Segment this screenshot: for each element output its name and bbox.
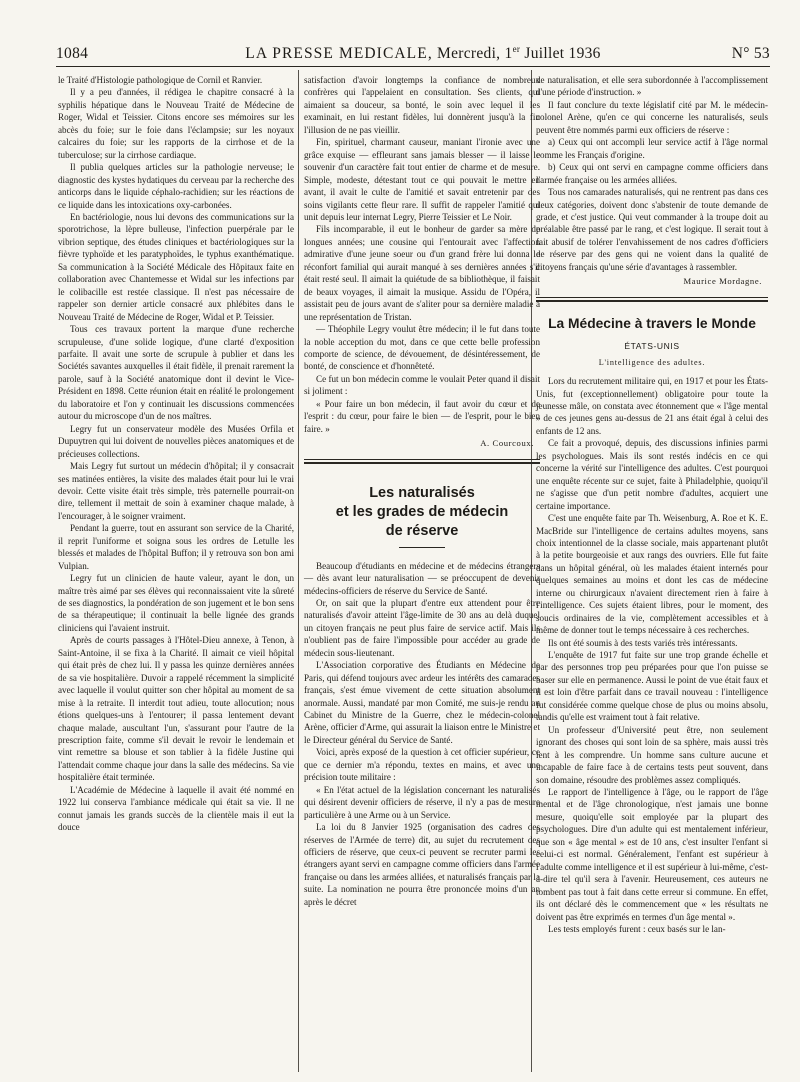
paragraph: de naturalisation, et elle sera subordonnée à l'accomplissement d'une période d'instruction. » (536, 75, 768, 98)
paragraph: Il publia quelques articles sur la pathologie nerveuse; le diagnostic des kystes hydatiques du cerveau par la recherche des anticorps dans le liquide céphalo-rachidien; sur les réactions de ce liquide dans les intoxications oxy-carbonées. (58, 162, 294, 210)
issue-date: Mercredi, 1er Juillet 1936 (436, 44, 601, 63)
column-3 (536, 74, 768, 935)
list-item: a) Ceux qui ont accompli leur service actif à l'âge normal comme les Français d'origine. (536, 137, 768, 160)
paragraph: Tous ces travaux portent la marque d'une recherche scrupuleuse, d'une solide logique, d'une clarté d'exposition parfaite. Il avait une sorte de scrupule à publier et dans les Sociétés savantes auxquelles il était fidèle, il prenait rarement la parole, sauf à la Société anatomique dont il devint le Vice-Président en 1898. Cette réunion était en réalité le prolongement du laboratoire et l'on y continuait les discussions commencées autour du microscope d'un de nos maîtres. (58, 324, 294, 422)
paragraph: satisfaction d'avoir longtemps la confiance de nombreux confrères qui l'appelaient en consultation. Ses clients, qui aimaient sa douceur, sa bonté, le soin avec lequel il les examinait, en lui restant fidèles, lui donnèrent jusqu'à la fin l'illusion de ne pas vieillir. (304, 75, 540, 135)
paragraph: Ils ont été soumis à des tests variés très intéressants. (548, 637, 738, 648)
author-signature: A. Courcoux. (480, 438, 534, 449)
paragraph: Ce fut un bon médecin comme le voulait Peter quand il disait si joliment : (304, 373, 540, 397)
section-title: La Médecine à travers le Monde (548, 315, 756, 331)
paragraph: Or, on sait que la plupart d'entre eux attendent pour être naturalisés d'avoir atteint l'âge-limite de 30 ans au delà duquel un citoyen français ne peut plus faire de service actif. Mais ils n'oublient pas de faire l'impossible pour accéder au grade de médecin sous-lieutenant. (304, 597, 540, 658)
paragraph: Legry fut un conservateur modèle des Musées Orfila et Dupuytren qui lui doivent de nouvelles pièces anatomiques et de précieuses collections. (58, 423, 294, 459)
paragraph: Un professeur d'Université peut être, non seulement ignorant des choses qui sont loin de sa sphère, mais aussi très lent à les comprendre. Un homme sans culture aucune et incapable de faire face à de certains tests peut souvent, dans son domaine, résoudre des problèmes assez compliqués. (536, 724, 768, 785)
paragraph: Les tests employés furent : ceux basés sur le lan- (548, 924, 726, 934)
paragraph: Le rapport de l'intelligence à l'âge, ou le rapport de l'âge mental et de l'âge chronologique, n'est jamais une bonne mesure, quoiqu'elle soit employée par la plupart des psychologues. Dire d'un adulte qui est mentalement inférieur, que son « âge mental » est de 10 ans, c'est insulter l'enfant si celui-ci est normal. Généralement, l'enfant est supérieur à l'adulte comme intelligence et il est supérieur à lui-même, c'est-à-dire tel qu'il sera à l'avenir. Heureusement, ces auteurs ne tombent pas tout à fait dans cette erreur si commune. En effet, ils ont déclaré dès le commencement que « les résultats ne doivent pas être exprimés en termes d'un âge mental ». (536, 787, 768, 922)
paragraph: La loi du 8 Janvier 1925 (organisation des cadres des réserves de l'Armée de terre) dit, au sujet du recrutement des officiers de réserve, que ceux-ci peuvent se recruter parmi les étrangers ayant servi en campagne comme officiers dans l'armée française ou dans les armées alliées, et naturalisés français par la suite. La nomination ne pourra être prononcée moins d'un an après le décret (304, 822, 540, 907)
paragraph: Voici, après exposé de la question à cet officier supérieur, ce que ce dernier m'a répondu, textes en mains, et avec une précision toute militaire : (304, 747, 540, 783)
author-signature: Maurice Mordagne. (683, 276, 762, 287)
quotation: « En l'état actuel de la législation concernant les naturalisés qui désirent devenir officiers de réserve, il n'y a pas de mesure particulière à une Arme ou à un Service. (304, 784, 540, 820)
paragraph: Il y a peu d'années, il rédigea le chapitre consacré à la syphilis hépatique dans le Nouveau Traité de Médecine de Roger, Widal et Teissier. Citons encore ses mémoires sur les abcès du foie; sur le foie dans l'éclampsie; sur les noyaux calcaires du foie; sur les rapports de la cirrhose et de la tuberculose; sur la cirrhose cardiaque. (58, 87, 294, 160)
list-item: b) Ceux qui ont servi en campagne comme officiers dans l'armée française ou les armées alliées. (536, 162, 768, 185)
paragraph: Pendant la guerre, tout en assurant son service de la Charité, il reprit l'uniforme et soigna sous les ordres de Letulle les blessés et malades de l'hôpital Buffon; il y retrouva son bon ami Vulpian. (58, 523, 294, 571)
section-rule (304, 459, 540, 460)
paragraph: Tous nos camarades naturalisés, qui ne rentrent pas dans ces deux catégories, doivent donc s'abstenir de toute demande de grade, et c'est justice. Qui veut commander à la troupe doit au préalable être passé par le rang, et c'est logique. Il serait tout à fait abusif de tolérer l'envahissement de nos cadres d'officiers de réserve par des gens qui ne voient dans la qualité de citoyens français qu'une série d'avantages à rassembler. (536, 187, 768, 272)
paragraph: Fils incomparable, il eut le bonheur de garder sa mère de longues années; une cousine qui l'entourait avec l'affection admirative d'une jeune soeur ou d'un grand frère lui donna le réconfort familial qui aurait manqué à ses dernières années s'il était resté seul. Il aimait la quiétude de sa bibliothèque, il faisait de beaux voyages, il aimait la musique. Assidu de l'Opéra, il assistait peu de jours avant de s'aliter pour sa dernière maladie à une représentation de Tristan. (304, 224, 540, 322)
paragraph: — Théophile Legry voulut être médecin; il le fut dans toute la noble acception du mot, dans ce que cette belle profession comporte de science, de dévouement, de désintéressement, de bonté, de conscience et d'honnêteté. (304, 324, 540, 372)
column-divider (298, 70, 299, 1072)
paragraph: C'est une enquête faite par Th. Weisenburg, A. Roe et K. E. MacBride sur l'intelligence de certains adultes moyens, sans choix intentionnel de la classe sociale, mais appartenant plutôt à la petite bourgeoisie et aux rangs des ouvriers. Elle fut faite dans un hôpital général, où les malades étaient internés pour quelques semaines au moins et dont les cas de médecine interne ou chirurgicaux n'avaient directement rien à faire à l'intelligence. Ces sujets étaient libres, pour le moment, des soucis ordinaires de la vie, complètement accessibles et à même de donner tout le temps nécessaire à ces recherches. (536, 513, 768, 636)
column-1 (58, 74, 294, 834)
page-number: 1084 (56, 45, 89, 63)
column-2 (304, 74, 540, 908)
quotation: « Pour faire un bon médecin, il faut avoir du cœur et de l'esprit : du cœur, pour faire le bien — de l'esprit, pour le bien faire. » (304, 398, 540, 434)
paragraph: Fin, spirituel, charmant causeur, maniant l'ironie avec une grâce exquise — effleurant sans jamais blesser — il laisse le souvenir d'un caractère fait tout entier de charme et de mesure. Simple, modeste, détestant tout ce qui pouvait le mettre en avant, il avait le culte de l'amitié et savait entretenir par des soins vigilants cette fleur rare. Il suffit de rappeler l'amitié qui unit depuis leur internat Legry, Pierre Teissier et Le Noir. (304, 137, 540, 222)
paragraph: Mais Legry fut surtout un médecin d'hôpital; il y consacrait ses matinées entières, la visite des malades était pour lui le vrai devoir. Cette visite était très simple, très paternelle pourrait-on dire, tellement il mettait de soin à examiner chaque malade, à l'encourager, à le soigner vraiment. (58, 461, 294, 521)
page-header (56, 44, 770, 64)
paragraph: En bactériologie, nous lui devons des communications sur la sporotrichose, la lèpre bulleuse, l'infection puerpérale par le vibrion septique, des études cliniques et bactériologiques sur la fièvre typhoïde et les paratyphoïdes, le typhus exanthématique. Sa communication à la Société Médicale des Hôpitaux faite en collaboration avec Chantemesse et Widal sur les infections par le colibacille est restée classique. Il n'est pas nécessaire de rappeler son dernier article consacré aux phlébites dans le Nouveau Traité de Médecine de Roger, Widal et P. Teissier. (58, 211, 294, 322)
section-rule-thick (536, 300, 768, 302)
running-title (126, 44, 720, 63)
paragraph: L'enquête de 1917 fut faite sur une trop grande échelle et par des personnes trop peu préparées pour que l'on puisse se baser sur elle en permanence. Aussi le point de vue était faux et il est loin d'être parfait dans ce travail nouveau : l'intelligence fut considérée comme quelque chose de plus ou moins absolu, tandis qu'elle est vraiment tout à fait relative. (536, 650, 768, 723)
topic-subhead: L'intelligence des adultes. (598, 357, 706, 367)
paragraph: Ce fait a provoqué, depuis, des discussions infinies parmi les psychologues. Mais ils sont restés indécis en ce qui concerne la vérité sur l'intelligence des adultes. C'est pourquoi une enquête récente sur ce sujet, faite à Philadelphie, quoiqu'il ne s'agisse que d'un petit nombre d'adultes, acquiert une certaine importance. (536, 438, 768, 511)
paragraph: Beaucoup d'étudiants en médecine et de médecins étrangers — dès avant leur naturalisation — se préoccupent de devenir médecins-officiers de réserve du Service de Santé. (304, 560, 540, 596)
paragraph: L'Académie de Médecine à laquelle il avait été nommé en 1922 lui conserva l'ambiance médicale qui était sa vie. Il ne connut jamais les grands succès de la clientèle mais il eut la douce (58, 784, 294, 833)
paragraph: Il faut conclure du texte législatif cité par M. le médecin-colonel Arène, qu'en ce qui concerne les naturalisés, seuls peuvent être nommés parmi eux officiers de réserve : (536, 99, 768, 135)
issue-number: N° 53 (731, 45, 770, 63)
paragraph: Après de courts passages à l'Hôtel-Dieu annexe, à Tenon, à Saint-Antoine, il se fixa à la Charité. Il aimait ce vieil hôpital qui était près de chez lui. Il y passa les quinze dernières années de sa vie hospitalière. Duvoir a rappelé récemment la simplicité avec laquelle il voulut quitter son cher hôpital au moment de sa mise à la retraite. Il interdit tout adieu, toute allocution; nous étions quelques-uns à l'entourer; il passa lentement devant chaque malade, auscultant l'un, s'assurant pour l'autre de la prescription faite, comme s'il devait le revoir le lendemain et vint remettre sa blouse et son tablier à la fidèle Justine qui l'attendait comme chaque jour dans la salle des médecins. Sa vie hospitalière était terminée. (58, 635, 294, 783)
paragraph: Legry fut un clinicien de haute valeur, ayant le don, un maître très aimé par ses élèves qui reconnaissaient vite la sûreté de ses diagnostics, la pondération de son jugement et le bon sens de sa thérapeutique; il continuait la belle lignée des grands cliniciens qui l'avaient instruit. (58, 573, 294, 633)
section-rule-thick (304, 462, 540, 464)
article-title: Les naturalisés et les grades de médecin de réserve (335, 484, 509, 539)
country-subhead: ÉTATS-UNIS (624, 341, 680, 352)
section-rule (536, 297, 768, 298)
paragraph: le Traité d'Histologie pathologique de Cornil et Ranvier. (58, 75, 263, 85)
paragraph: Lors du recrutement militaire qui, en 1917 et pour les États-Unis, fut (exceptionnellement) obligatoire pour toute la jeunesse mâle, on constata avec étonnement que « l'âge mental » de ces jeunes gens au-dessus de 21 ans était égal à celui des enfants de 12 ans. (536, 376, 768, 436)
journal-name: LA PRESSE MEDICALE, (245, 45, 433, 63)
title-rule (399, 547, 445, 548)
header-rule (56, 66, 770, 67)
paragraph: L'Association corporative des Étudiants en Médecine de Paris, qui défend toujours avec ardeur les intérêts des camarades français, s'est émue vivement de cette situation absolument anormale. Aussi, mandaté par mon Comité, me suis-je rendu au Cabinet du Ministre de la Guerre, chez le médecin-colonel Arène, officier d'Arme, qui assurait la liaison entre le Ministre et le Directeur général du Service de Santé. (304, 660, 540, 745)
